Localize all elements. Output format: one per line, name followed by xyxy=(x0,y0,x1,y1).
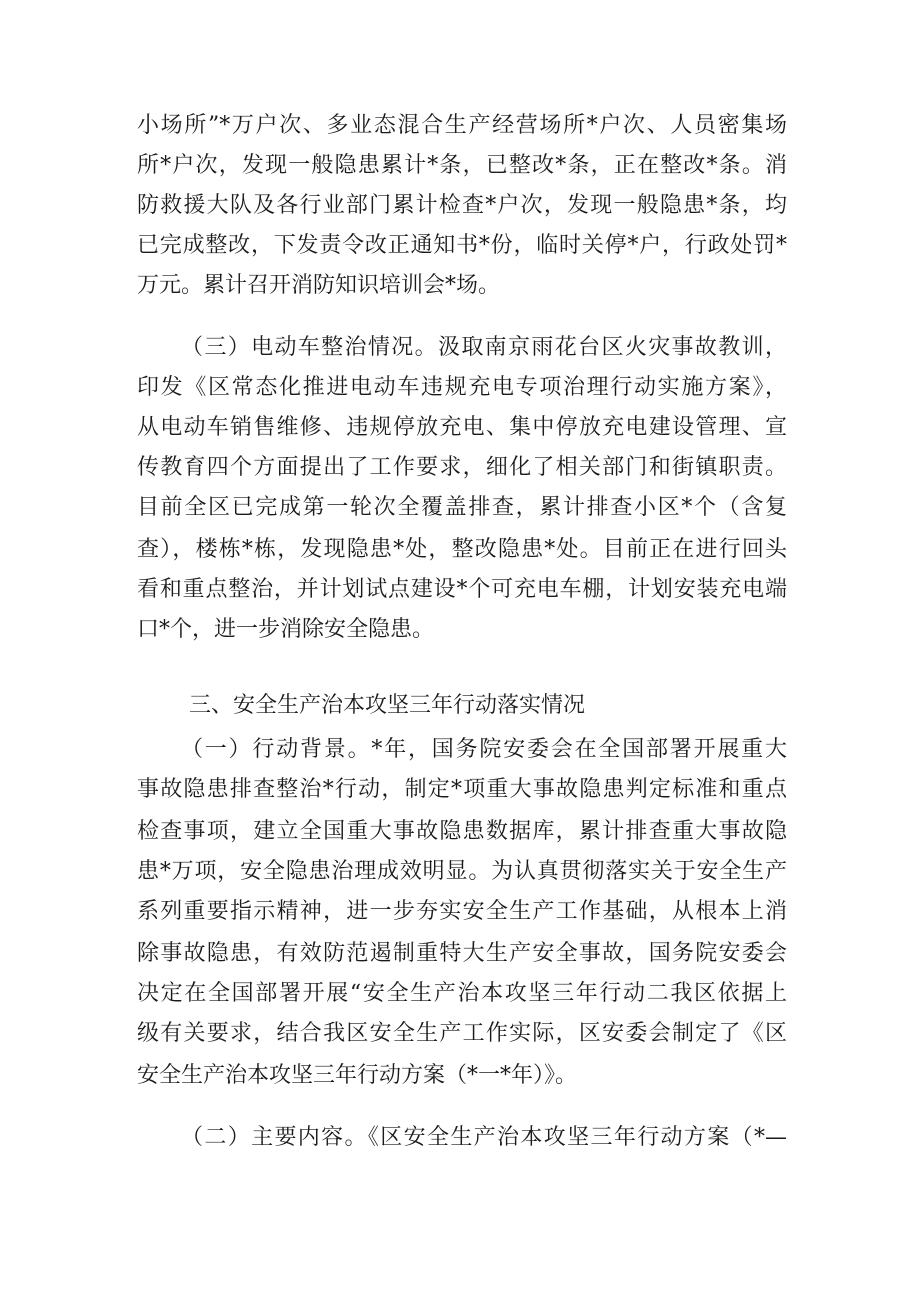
text-line: 已完成整改，下发责令改正通知书*份，临时关停*户，行政处罚* xyxy=(137,233,787,258)
text-line: 级有关要求，结合我区安全生产工作实际，区安委会制定了《区 xyxy=(137,1021,787,1046)
text-line: 小场所”*万户次、多业态混合生产经营场所*户次、人员密集场 xyxy=(137,113,787,138)
text-line: 传教育四个方面提出了工作要求，细化了相关部门和街镇职责。 xyxy=(137,455,787,480)
chapter-heading: 三、安全生产治本攻坚三年行动落实情况 xyxy=(189,693,586,718)
section-heading-line: （二）主要内容。《区安全生产治本攻坚三年行动方案（*— xyxy=(181,1125,787,1150)
text-line: 除事故隐患，有效防范遏制重特大生产安全事故，国务院安委会 xyxy=(137,941,787,966)
text-line: 事故隐患排查整治*行动，制定*项重大事故隐患判定标准和重点 xyxy=(137,777,787,802)
text-line: 系列重要指示精神，进一步夯实安全生产工作基础，从根本上消 xyxy=(137,899,787,924)
text-line: 安全生产治本攻坚三年行动方案（*一*年）》。 xyxy=(137,1063,578,1088)
text-line: 从电动车销售维修、违规停放充电、集中停放充电建设管理、宣 xyxy=(137,415,787,440)
text-line: 查），楼栋*栋，发现隐患*处，整改隐患*处。目前正在进行回头 xyxy=(137,537,787,562)
text-line: 看和重点整治，并计划试点建设*个可充电车棚，计划安装充电端 xyxy=(137,577,787,602)
text-line: 患*万项，安全隐患治理成效明显。为认真贯彻落实关于安全生产 xyxy=(137,859,787,884)
section-heading-line: （三）电动车整治情况。汲取南京雨花台区火灾事故教训， xyxy=(181,335,787,360)
text-line: 口*个，进一步消除安全隐患。 xyxy=(137,617,435,642)
section-heading-line: （一）行动背景。*年，国务院安委会在全国部署开展重大 xyxy=(181,737,787,762)
text-line: 印发《区常态化推进电动车违规充电专项治理行动实施方案》， xyxy=(137,375,787,400)
text-line: 所*户次，发现一般隐患累计*条，已整改*条，正在整改*条。消 xyxy=(137,153,787,178)
text-line: 防救援大队及各行业部门累计检查*户次，发现一般隐患*条，均 xyxy=(137,193,787,218)
text-line: 决定在全国部署开展“安全生产治本攻坚三年行动二我区依据上 xyxy=(137,981,787,1006)
text-line: 万元。累计召开消防知识培训会*场。 xyxy=(137,273,501,298)
text-line: 检查事项，建立全国重大事故隐患数据库，累计排查重大事故隐 xyxy=(137,819,787,844)
text-line: 目前全区已完成第一轮次全覆盖排查，累计排查小区*个（含复 xyxy=(137,495,787,520)
